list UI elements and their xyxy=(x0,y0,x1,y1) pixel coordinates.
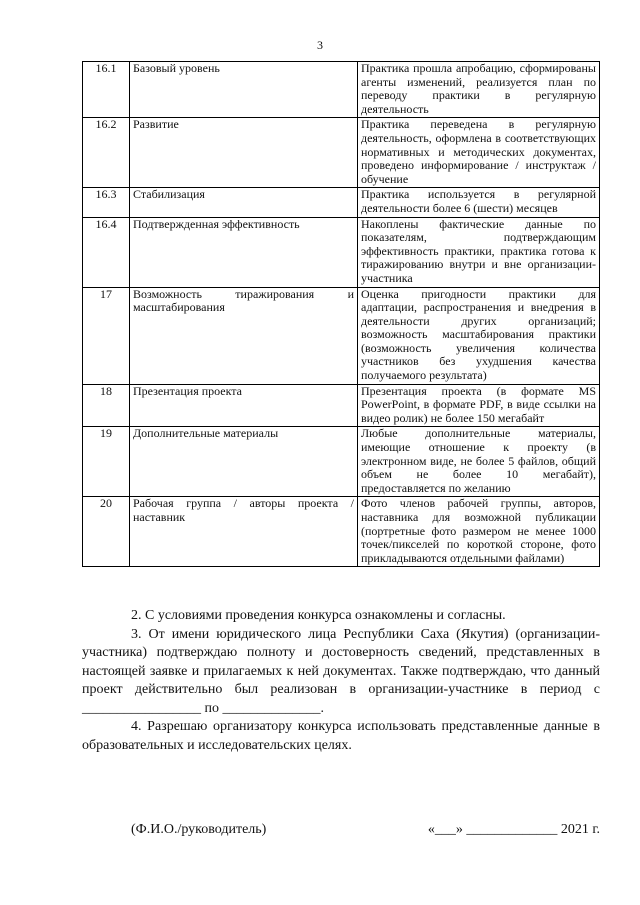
table-row xyxy=(83,427,600,497)
paragraph-conditions: 2. С условиями проведения конкурса ознакомлены и согласны. xyxy=(131,608,506,623)
row-criterion: Стабилизация xyxy=(130,188,358,217)
row-description: Оценка пригодности практики для адаптации, распространения и внедрения в деятельности других организаций; возможность масштабирования практики (возможность увеличения количества участников без ухудшения качества получаемого результата) xyxy=(358,287,600,384)
row-description: Практика прошла апробацию, сформированы агенты изменений, реализуется план по переводу практики в регулярную деятельность xyxy=(358,62,600,118)
table-row xyxy=(83,384,600,427)
row-number: 16.1 xyxy=(83,62,130,118)
row-number: 20 xyxy=(83,497,130,567)
row-number: 17 xyxy=(83,287,130,384)
row-description: Любые дополнительные материалы, имеющие отношение к проекту (в электронном виде, не более 5 файлов, общий объем не более 10 мегабайт), предоставляется по желанию xyxy=(358,427,600,497)
consent-paragraphs xyxy=(82,607,600,755)
row-criterion: Дополнительные материалы xyxy=(130,427,358,497)
row-number: 16.4 xyxy=(83,217,130,287)
table-row xyxy=(83,287,600,384)
row-description: Фото членов рабочей группы, авторов, наставника для возможной публикации (портретные фото размером не менее 1000 точек/пикселей по короткой стороне, фото прикладываются отдельными файлами) xyxy=(358,497,600,567)
row-criterion: Подтвержденная эффективность xyxy=(130,217,358,287)
page-number: 3 xyxy=(317,38,323,52)
row-description: Накоплены фактические данные по показателям, подтверждающим эффективность практики, практика готова к тиражированию внутри и вне организации-участника xyxy=(358,217,600,287)
row-number: 19 xyxy=(83,427,130,497)
row-number: 18 xyxy=(83,384,130,427)
signature-date: «___» _____________ 2021 г. xyxy=(427,822,600,837)
table-row xyxy=(83,497,600,567)
row-criterion: Базовый уровень xyxy=(130,62,358,118)
row-criterion: Рабочая группа / авторы проекта / наставник xyxy=(130,497,358,567)
paragraph-permission: 4. Разрешаю организатору конкурса использовать представленные данные в образовательных и исследовательских целях. xyxy=(82,719,600,753)
row-description: Практика используется в регулярной деятельности более 6 (шести) месяцев xyxy=(358,188,600,217)
table-row xyxy=(83,118,600,188)
application-table xyxy=(82,61,600,567)
row-number: 16.2 xyxy=(83,118,130,188)
table-row xyxy=(83,62,600,118)
row-criterion: Презентация проекта xyxy=(130,384,358,427)
signature-name: (Ф.И.О./руководитель) xyxy=(131,822,267,837)
table-row xyxy=(83,217,600,287)
row-number: 16.3 xyxy=(83,188,130,217)
paragraph-confirmation: 3. От имени юридического лица Республики Саха (Якутия) (организации-участника) подтверждаю полноту и достоверность сведений, представленных в настоящей заявке и прилагаемых к ней документах. Также подтверждаю, что данный проект действительно был реализован в организации-участнике в период с _________________ по ______________. xyxy=(82,626,600,716)
row-criterion: Возможность тиражирования и масштабирования xyxy=(130,287,358,384)
row-description: Практика переведена в регулярную деятельность, оформлена в соответствующих нормативных и методических документах, проведено информирование / инструктаж / обучение xyxy=(358,118,600,188)
row-criterion: Развитие xyxy=(130,118,358,188)
row-description: Презентация проекта (в формате MS PowerPoint, в формате PDF, в виде ссылки на видео ролик) не более 150 мегабайт xyxy=(358,384,600,427)
table-row xyxy=(83,188,600,217)
